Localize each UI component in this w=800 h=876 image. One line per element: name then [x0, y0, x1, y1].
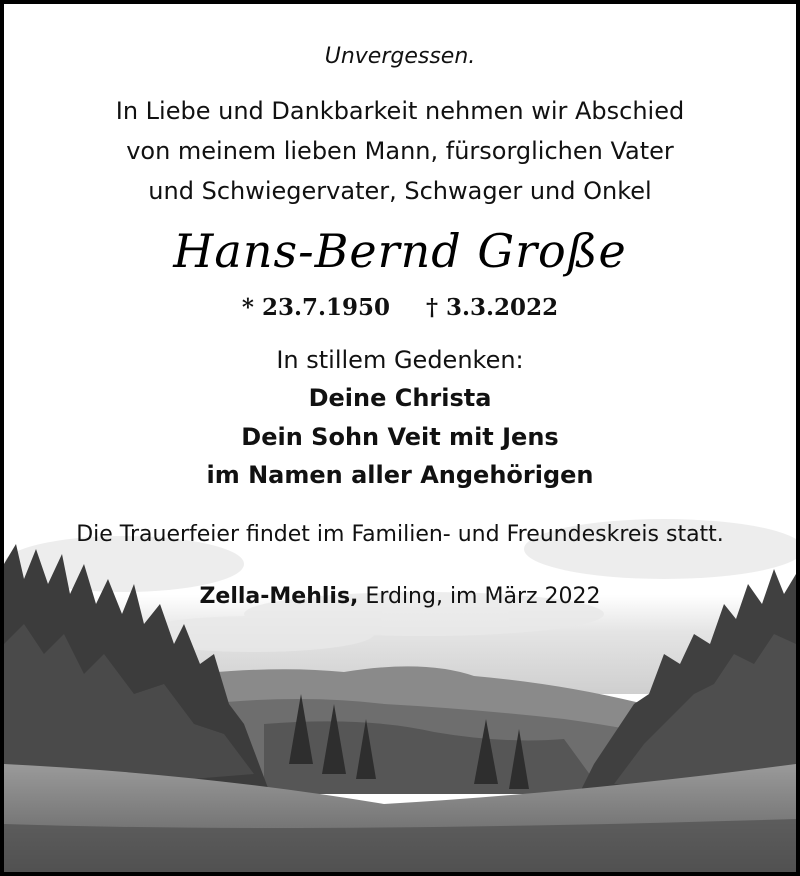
- funeral-note: Die Trauerfeier findet im Familien- und Freundeskreis statt.: [76, 522, 724, 547]
- motto: Unvergessen.: [324, 44, 476, 69]
- signatory-2: Dein Sohn Veit mit Jens: [241, 423, 559, 451]
- deceased-name: Hans-Bernd Große: [173, 224, 627, 278]
- place-bold: Zella-Mehlis,: [199, 584, 359, 609]
- intro-line-2: von meinem lieben Mann, fürsorglichen Vater: [126, 137, 674, 165]
- place-rest: Erding, im März 2022: [358, 584, 601, 609]
- place-and-date: [4, 584, 796, 609]
- intro-line-3: und Schwiegervater, Schwager und Onkel: [148, 177, 652, 205]
- signatory-1: Deine Christa: [308, 384, 492, 412]
- signatory-3: im Namen aller Angehörigen: [206, 461, 594, 489]
- life-dates: [4, 294, 796, 321]
- memorial-heading: In stillem Gedenken:: [276, 346, 524, 374]
- birth-date: * 23.7.1950: [241, 294, 390, 321]
- death-date: † 3.3.2022: [426, 294, 559, 321]
- intro-line-1: In Liebe und Dankbarkeit nehmen wir Abschied: [115, 97, 685, 125]
